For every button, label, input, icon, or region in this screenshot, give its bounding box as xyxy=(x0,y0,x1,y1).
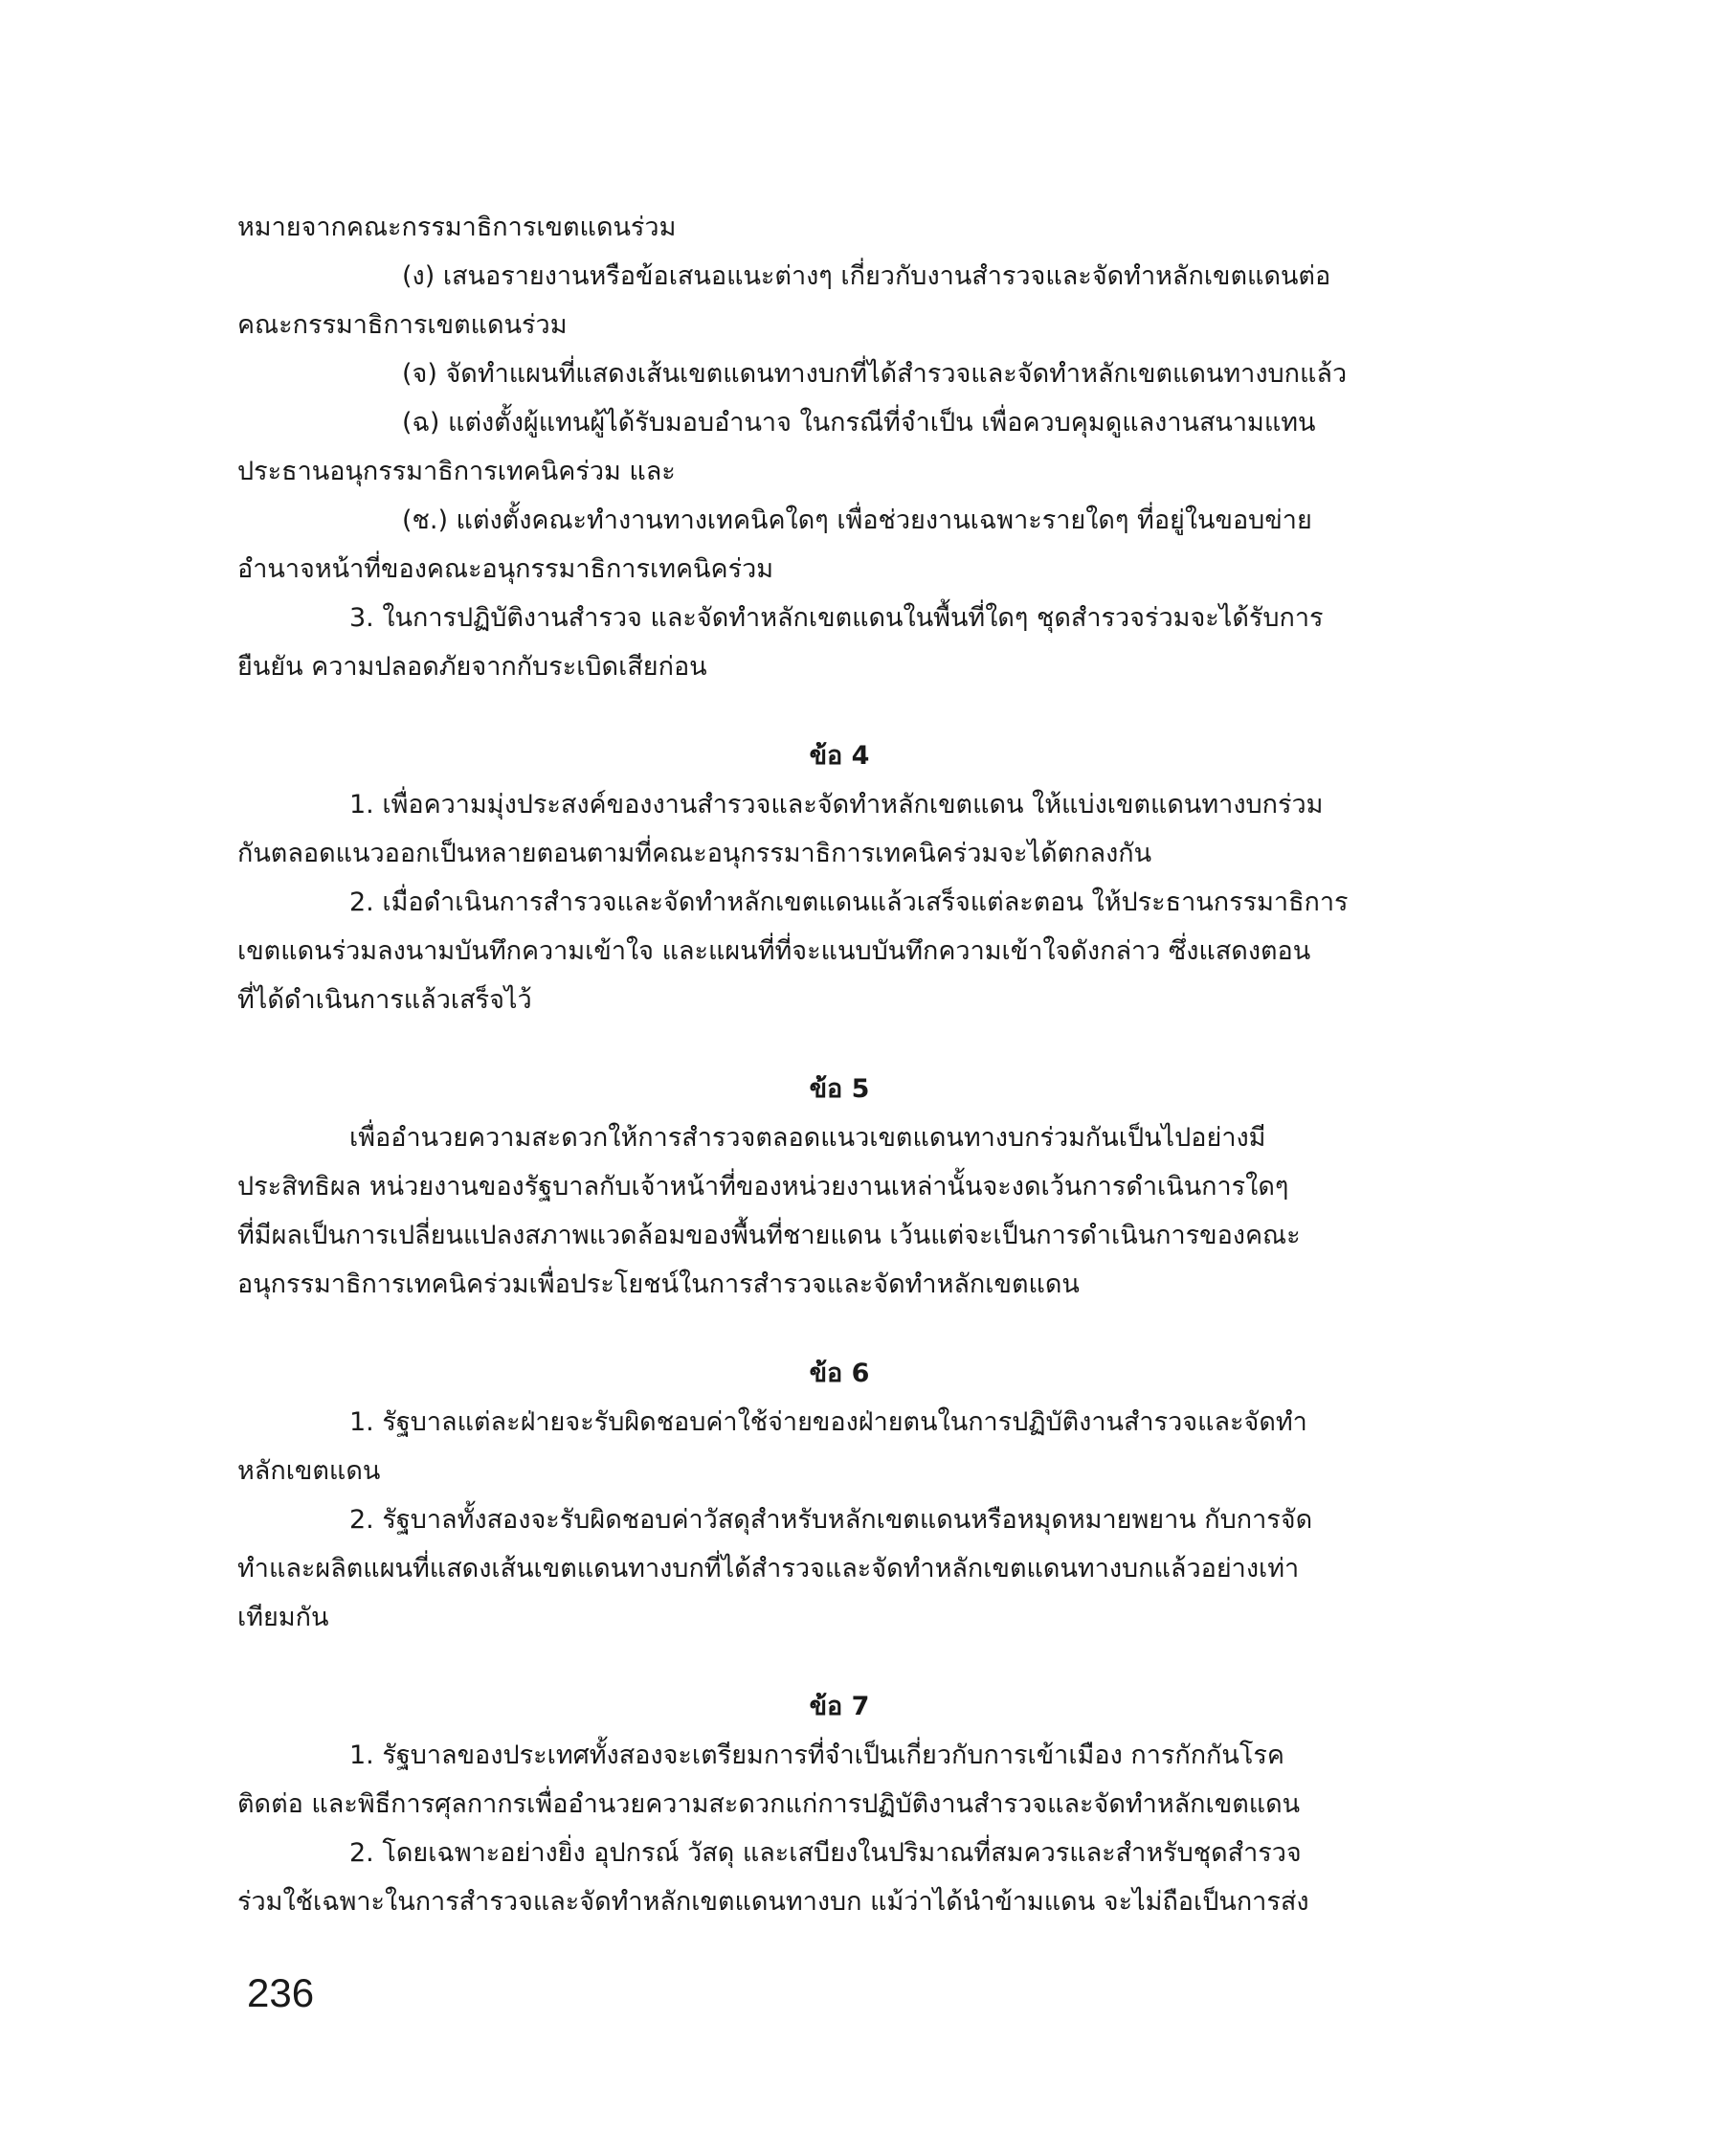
text-line: ที่ได้ดำเนินการแล้วเสร็จไว้ xyxy=(237,985,532,1015)
text-line: 1. รัฐบาลของประเทศทั้งสองจะเตรียมการที่จำเป็นเกี่ยวกับการเข้าเมือง การกักกันโรค xyxy=(349,1741,1284,1770)
text-line: 1. รัฐบาลแต่ละฝ่ายจะรับผิดชอบค่าใช้จ่ายของฝ่ายตนในการปฏิบัติงานสำรวจและจัดทำ xyxy=(349,1407,1307,1437)
text-line: 3. ในการปฏิบัติงานสำรวจ และจัดทำหลักเขตแดนในพื้นที่ใดๆ ชุดสำรวจร่วมจะได้รับการ xyxy=(349,603,1324,633)
text-line: กันตลอดแนวออกเป็นหลายตอนตามที่คณะอนุกรรมาธิการเทคนิคร่วมจะได้ตกลงกัน xyxy=(237,839,1152,868)
text-line: เพื่ออำนวยความสะดวกให้การสำรวจตลอดแนวเขตแดนทางบกร่วมกันเป็นไปอย่างมี xyxy=(349,1123,1266,1153)
text-line: 2. โดยเฉพาะอย่างยิ่ง อุปกรณ์ วัสดุ และเสบียงในปริมาณที่สมควรและสำหรับชุดสำรวจ xyxy=(349,1838,1302,1868)
text-line: (จ) จัดทำแผนที่แสดงเส้นเขตแดนทางบกที่ได้สำรวจและจัดทำหลักเขตแดนทางบกแล้ว xyxy=(402,359,1348,389)
text-line: หมายจากคณะกรรมาธิการเขตแดนร่วม xyxy=(237,213,677,242)
text-line: ที่มีผลเป็นการเปลี่ยนแปลงสภาพแวดล้อมของพื้นที่ชายแดน เว้นแต่จะเป็นการดำเนินการของคณะ xyxy=(237,1221,1301,1250)
text-line: (ช.) แต่งตั้งคณะทำงานทางเทคนิคใดๆ เพื่อช่วยงานเฉพาะรายใดๆ ที่อยู่ในขอบข่าย xyxy=(402,505,1312,535)
section-heading: ข้อ 5 xyxy=(809,1074,870,1104)
page-number: 236 xyxy=(247,1970,315,2015)
section-heading: ข้อ 4 xyxy=(809,741,870,771)
text-line: ยืนยัน ความปลอดภัยจากกับระเบิดเสียก่อน xyxy=(237,652,707,682)
text-line: (ง) เสนอรายงานหรือข้อเสนอแนะต่างๆ เกี่ยวกับงานสำรวจและจัดทำหลักเขตแดนต่อ xyxy=(402,261,1331,291)
section-heading: ข้อ 6 xyxy=(809,1359,870,1388)
text-line: คณะกรรมาธิการเขตแดนร่วม xyxy=(237,310,568,340)
text-line: ประธานอนุกรรมาธิการเทคนิคร่วม และ xyxy=(237,457,676,486)
text-line: ติดต่อ และพิธีการศุลกากรเพื่ออำนวยความสะดวกแก่การปฏิบัติงานสำรวจและจัดทำหลักเขตแดน xyxy=(237,1789,1301,1819)
text-line: 2. เมื่อดำเนินการสำรวจและจัดทำหลักเขตแดนแล้วเสร็จแต่ละตอน ให้ประธานกรรมาธิการ xyxy=(349,887,1349,917)
section-heading: ข้อ 7 xyxy=(809,1692,870,1721)
page-body xyxy=(237,203,1441,1926)
text-line: (ฉ) แต่งตั้งผู้แทนผู้ได้รับมอบอำนาจ ในกรณีที่จำเป็น เพื่อควบคุมดูแลงานสนามแทน xyxy=(402,408,1316,438)
text-line: 1. เพื่อความมุ่งประสงค์ของงานสำรวจและจัดทำหลักเขตแดน ให้แบ่งเขตแดนทางบกร่วม xyxy=(349,790,1324,820)
text-line: อำนาจหน้าที่ของคณะอนุกรรมาธิการเทคนิคร่วม xyxy=(237,554,774,584)
text-line: 2. รัฐบาลทั้งสองจะรับผิดชอบค่าวัสดุสำหรับหลักเขตแดนหรือหมุดหมายพยาน กับการจัด xyxy=(349,1505,1313,1535)
text-line: เทียมกัน xyxy=(237,1603,329,1632)
text-line: เขตแดนร่วมลงนามบันทึกความเข้าใจ และแผนที่ที่จะแนบบันทึกความเข้าใจดังกล่าว ซึ่งแสดงตอน xyxy=(237,936,1311,966)
text-line: ร่วมใช้เฉพาะในการสำรวจและจัดทำหลักเขตแดนทางบก แม้ว่าได้นำข้ามแดน จะไม่ถือเป็นการส่ง xyxy=(237,1887,1309,1917)
text-line: ประสิทธิผล หน่วยงานของรัฐบาลกับเจ้าหน้าที่ของหน่วยงานเหล่านั้นจะงดเว้นการดำเนินการใดๆ xyxy=(237,1172,1289,1202)
text-line: หลักเขตแดน xyxy=(237,1456,381,1486)
text-line: อนุกรรมาธิการเทคนิคร่วมเพื่อประโยชน์ในการสำรวจและจัดทำหลักเขตแดน xyxy=(237,1269,1080,1299)
text-line: ทำและผลิตแผนที่แสดงเส้นเขตแดนทางบกที่ได้สำรวจและจัดทำหลักเขตแดนทางบกแล้วอย่างเท่า xyxy=(237,1554,1300,1583)
